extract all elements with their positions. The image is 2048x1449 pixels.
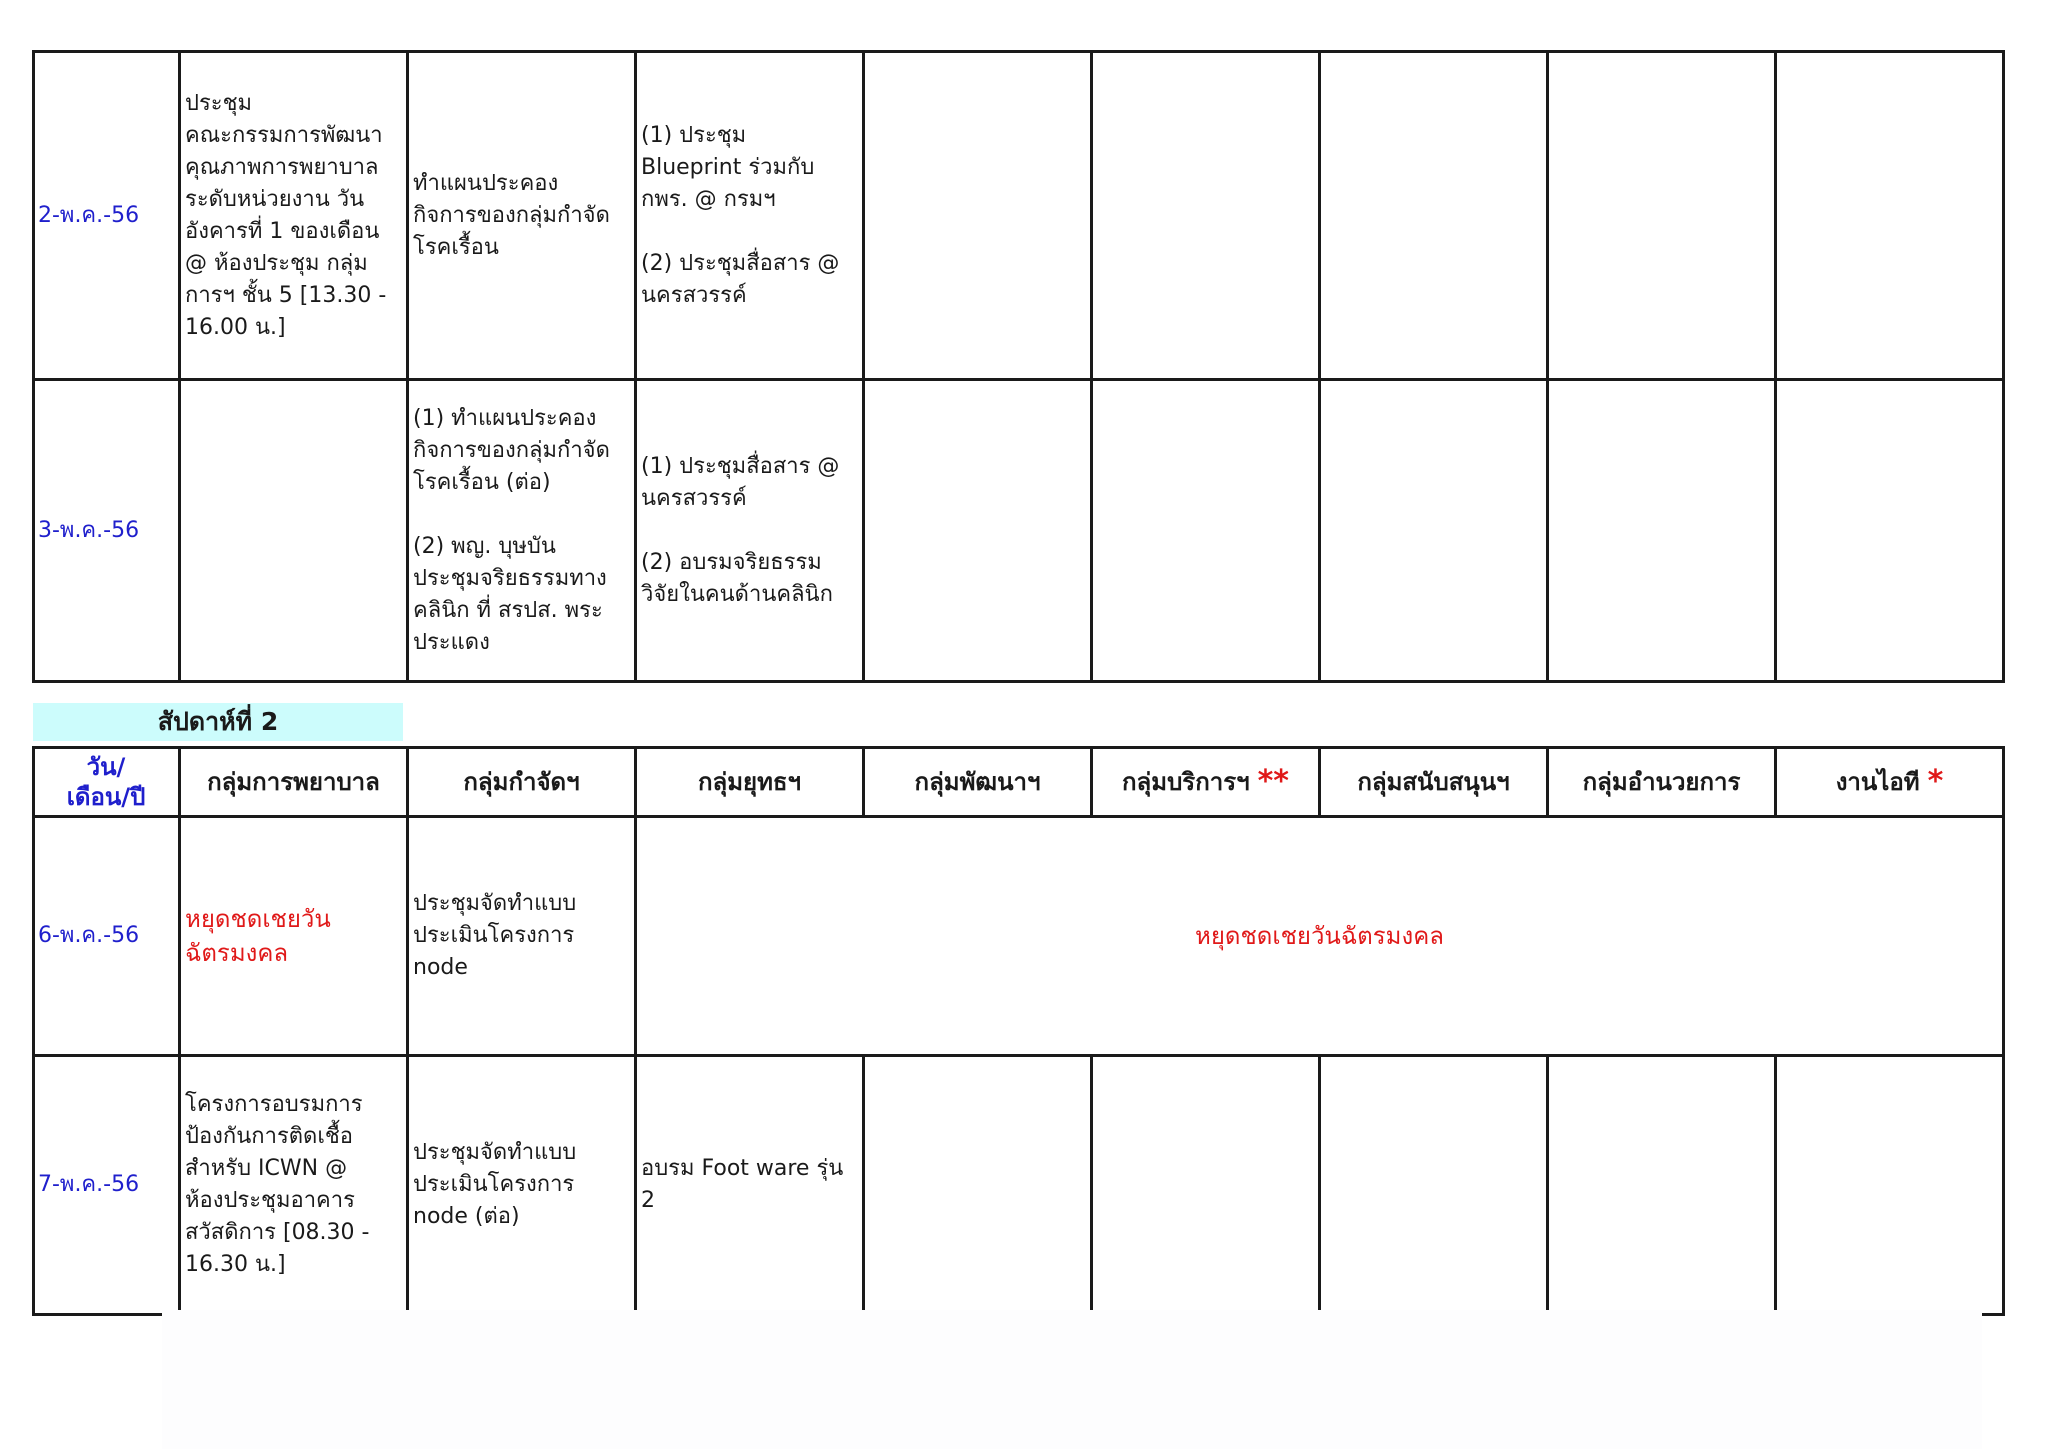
header-eradication: กลุ่มกำจัดฯ: [463, 768, 580, 796]
grid-line: [862, 1054, 865, 1316]
asterisk-mark: *: [1927, 764, 1944, 799]
grid-line: [1090, 50, 1093, 683]
header-it: [1777, 749, 2002, 815]
asterisk-mark: **: [1257, 764, 1289, 799]
grid-line: [1090, 1054, 1093, 1316]
week-label: สัปดาห์ที่ 2: [33, 703, 403, 741]
grid-line: [2002, 50, 2005, 683]
holiday-merged-cell: หยุดชดเชยวันฉัตรมงคล: [1195, 922, 1444, 950]
grid-line: [1318, 50, 1321, 683]
grid-line: [1546, 1054, 1549, 1316]
header-strategy: กลุ่มยุทธฯ: [697, 768, 802, 796]
date-cell: 7-พ.ค.-56: [38, 1172, 140, 1197]
grid-line: [1774, 1054, 1777, 1316]
header-support: กลุ่มสนับสนุนฯ: [1357, 768, 1510, 796]
header-admin: กลุ่มอำนวยการ: [1582, 768, 1741, 796]
eradication-cell: (1) ทำแผนประคอง กิจการของกลุ่มกำจัด โรคเรื้อน (ต่อ) (2) พญ. บุษบัน ประชุมจริยธรรมทาง คลินิก ที่ สรปส. พระ ประแดง: [413, 405, 610, 655]
nursing-cell: ประชุม คณะกรรมการพัฒนา คุณภาพการพยาบาล ระดับหน่วยงาน วัน อังคารที่ 1 ของเดือน @ ห้องประชุม กลุ่ม การฯ ชั้น 5 [13.30 - 16.00 น.]: [185, 90, 387, 340]
grid-line: [1774, 50, 1777, 683]
header-service-label: กลุ่มบริการฯ: [1122, 768, 1250, 796]
header-date: วัน/ เดือน/ปี: [66, 753, 146, 811]
grid-line: [32, 680, 2004, 683]
eradication-cell: ประชุมจัดทำแบบ ประเมินโครงการ node: [413, 891, 577, 980]
grid-line: [1546, 50, 1549, 683]
grid-line: [862, 50, 865, 683]
nursing-cell: โครงการอบรมการ ป้องกันการติดเชื้อ สำหรับ ICWN @ ห้องประชุมอาคาร สวัสดิการ [08.30 - 16.30 น.]: [185, 1092, 370, 1277]
strategy-cell: อบรม Foot ware รุ่น 2: [641, 1156, 844, 1213]
date-cell: 6-พ.ค.-56: [38, 923, 140, 948]
header-service: [1093, 749, 1318, 815]
eradication-cell: ทำแผนประคอง กิจการของกลุ่มกำจัด โรคเรื้อน: [413, 170, 610, 260]
nursing-cell: [181, 381, 406, 680]
header-nursing: กลุ่มการพยาบาล: [207, 768, 380, 796]
nursing-cell: หยุดชดเชยวัน ฉัตรมงคล: [185, 905, 331, 967]
date-cell: 2-พ.ค.-56: [38, 202, 140, 228]
grid-line: [1318, 1054, 1321, 1316]
strategy-cell: (1) ประชุมสื่อสาร @ นครสวรรค์ (2) อบรมจริยธรรม วิจัยในคนด้านคลินิก: [641, 453, 840, 607]
header-it-label: งานไอที: [1835, 768, 1920, 796]
header-development: กลุ่มพัฒนาฯ: [914, 768, 1041, 796]
page-bottom-area: [162, 1310, 1982, 1449]
grid-line: [2002, 746, 2005, 1316]
date-cell: 3-พ.ค.-56: [38, 517, 140, 543]
eradication-cell: ประชุมจัดทำแบบ ประเมินโครงการ node (ต่อ): [413, 1140, 577, 1229]
strategy-cell: (1) ประชุม Blueprint ร่วมกับ กพร. @ กรมฯ (2) ประชุมสื่อสาร @ นครสวรรค์: [641, 122, 840, 308]
